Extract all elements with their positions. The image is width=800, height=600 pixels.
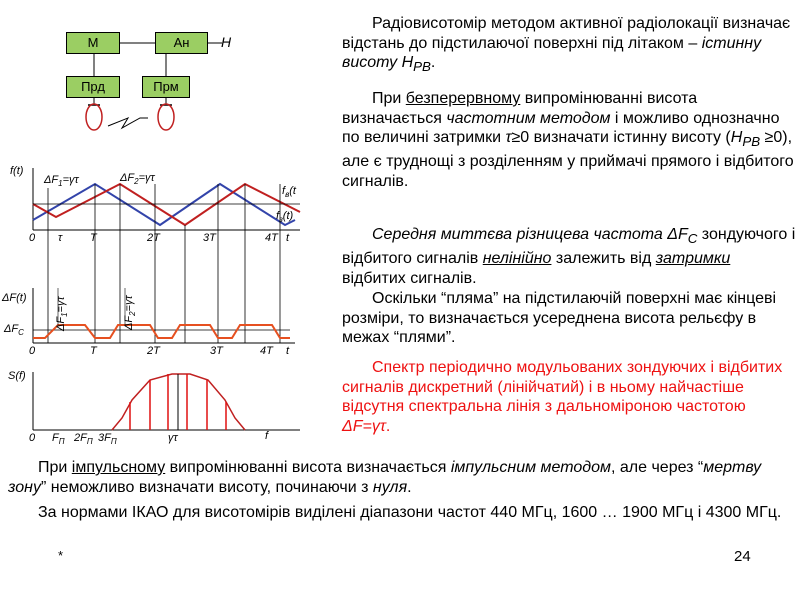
g2-ylabel: ΔF(t) <box>2 292 27 304</box>
g3-tick-axis-f: f <box>265 430 269 442</box>
paragraph-4: Оскільки “пляма” на підстилаючій поверхні має кінцеві розміри, то визначається усереднена висота рельєфу в межах “плями”. <box>342 290 777 347</box>
prm-block: Прм <box>142 76 190 98</box>
paragraph-7: За нормами ІКАО для висотомірів виділені діапазони частот 440 МГц, 1600 … 1900 МГц і 4300 МГц. <box>38 504 782 521</box>
g2-v1-label: $\Delta F_1=\gamma\tau$ <box>55 296 70 331</box>
g1-df2-label: $\Delta F_2=\gamma\tau$ <box>120 172 155 187</box>
footer-star: * <box>58 548 64 563</box>
g1-tick-tau: τ <box>58 232 63 244</box>
g3-tick-gt: γτ <box>168 432 178 444</box>
g1-tick-axis-t: t <box>286 232 290 244</box>
g3-tick-f: $F_П$ <box>52 432 65 447</box>
paragraph-5: Спектр періодично модульованих зондуючих і відбитих сигналів дискретний (лінійчатий) і в ньому найчастіше відсутня спектральна лінія з дальноміроною частотою ΔF=γτ. <box>342 359 783 436</box>
g1-tick-t: T <box>90 232 97 244</box>
graphs-svg <box>0 0 330 460</box>
g1-df1-label: $\Delta F_1=\gamma\tau$ <box>44 174 79 189</box>
g1-ylabel: f(t) <box>10 165 24 177</box>
an-block: Ан <box>155 32 208 54</box>
g2-dfc-label: $\Delta F_C$ <box>4 323 24 338</box>
g2-tick-axis-t: t <box>286 345 290 357</box>
paragraph-2: При безперервному випромінюванні висота визначається частотним методом і можливо однозначно по величині затримки τ≥0 визначати істинну висоту $(H_{РВ} \ge 0)$, але є труднощі з розділенням у приймачі прямого і відбитого сигналів. <box>342 90 794 190</box>
g1-fz-label: $f_з(t)$ <box>276 210 294 225</box>
paragraph-6: При імпульсному випромінюванні висота визначається імпульсним методом, але через “мертву зону” неможливо визначати висоту, починаючи з нуля. <box>8 459 762 496</box>
g1-received-freq-line <box>33 184 300 225</box>
g2-diff-freq-line <box>33 325 290 338</box>
g2-v2-label: $\Delta F_2=\gamma\tau$ <box>123 295 138 330</box>
g1-tick-0: 0 <box>29 232 36 244</box>
g1-tick-2t: 2T <box>147 232 160 244</box>
g2-tick-2t: 2T <box>147 345 160 357</box>
g1-tick-3t: 3T <box>203 232 216 244</box>
g3-tick-3f: $3F_П$ <box>98 432 117 447</box>
paragraph-3: Середня миттєва різницева частота $\Delta F_C$ зондуючого і відбитого сигналів нелінійно залежить від затримки відбитих сигналів. <box>342 226 796 287</box>
page-number: 24 <box>734 548 751 565</box>
g2-tick-4t: 4T <box>260 345 273 357</box>
g2-tick-t: T <box>90 345 97 357</box>
g2-tick-3t: 3T <box>210 345 223 357</box>
g1-fv-label: $f_в(t$ <box>282 185 296 200</box>
paragraph-1: Радіовисотомір методом активної радіолокації визначає відстань до підстилаючої поверхні під літаком – істинну висоту $H_{РВ}$. <box>342 15 791 75</box>
g2-tick-0: 0 <box>29 345 36 357</box>
prd-block: Прд <box>66 76 120 98</box>
g3-ylabel: S(f) <box>8 370 26 382</box>
g3-tick-0: 0 <box>29 432 36 444</box>
g3-tick-2f: $2F_П$ <box>74 432 93 447</box>
h-label: Н <box>221 34 232 50</box>
g1-tick-4t: 4T <box>265 232 278 244</box>
m-block: М <box>66 32 120 54</box>
